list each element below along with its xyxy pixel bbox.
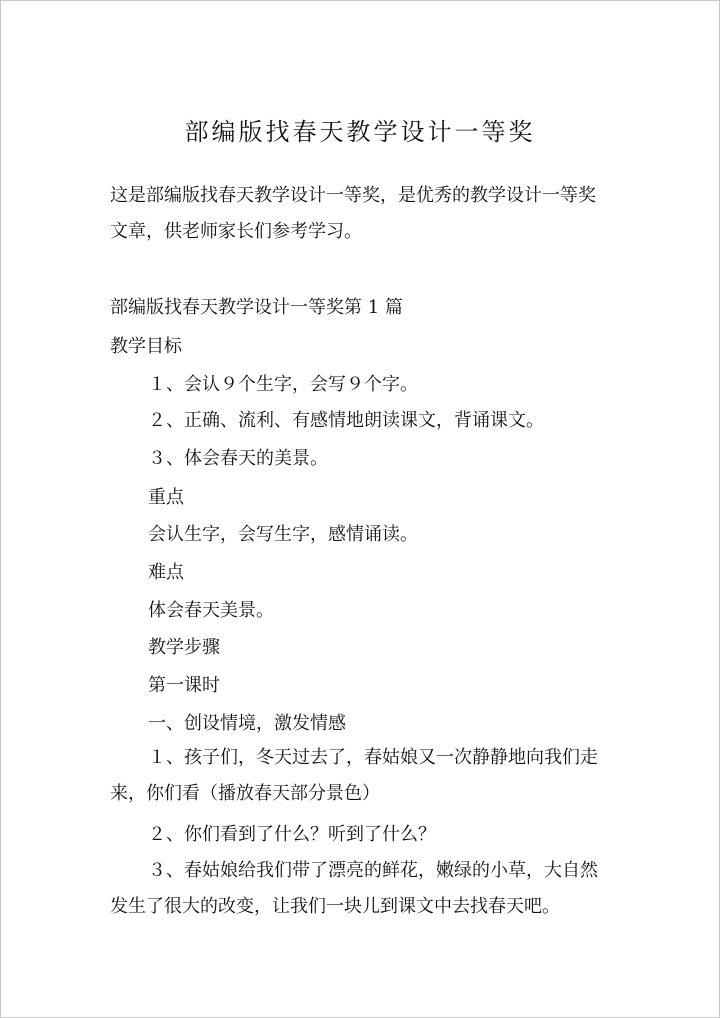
steps-heading: 教学步骤: [148, 637, 220, 658]
step-paragraph: １、孩子们，冬天过去了，春姑娘又一次静静地向我们走来，你们看（播放春天部分景色）: [110, 747, 598, 804]
difficulty-label: 难点: [148, 562, 184, 583]
difficulty-text: 体会春天美景。: [148, 600, 274, 621]
lesson-heading: 第一课时: [148, 675, 220, 696]
step-paragraph: ２、你们看到了什么？听到了什么？: [148, 824, 436, 845]
section-heading: 部编版找春天教学设计一等奖第 1 篇: [110, 297, 403, 318]
document-title: 部编版找春天教学设计一等奖: [184, 118, 536, 146]
intro-paragraph: 这是部编版找春天教学设计一等奖，是优秀的教学设计一等奖文章，供老师家长们参考学习。: [110, 185, 596, 242]
goal-item: ２、正确、流利、有感情地朗读课文，背诵课文。: [148, 410, 544, 431]
part-one-heading: 一、创设情境，激发情感: [148, 713, 346, 734]
key-point-text: 会认生字，会写生字，感情诵读。: [148, 524, 418, 545]
goal-item: １、会认９个生字，会写９个字。: [148, 374, 418, 395]
step-paragraph: ３、春姑娘给我们带了漂亮的鲜花，嫩绿的小草，大自然发生了很大的改变，让我们一块儿到课文中去找春天吧。: [110, 860, 598, 917]
key-point-label: 重点: [148, 487, 184, 508]
goal-item: ３、体会春天的美景。: [148, 448, 328, 469]
goals-heading: 教学目标: [110, 336, 182, 357]
